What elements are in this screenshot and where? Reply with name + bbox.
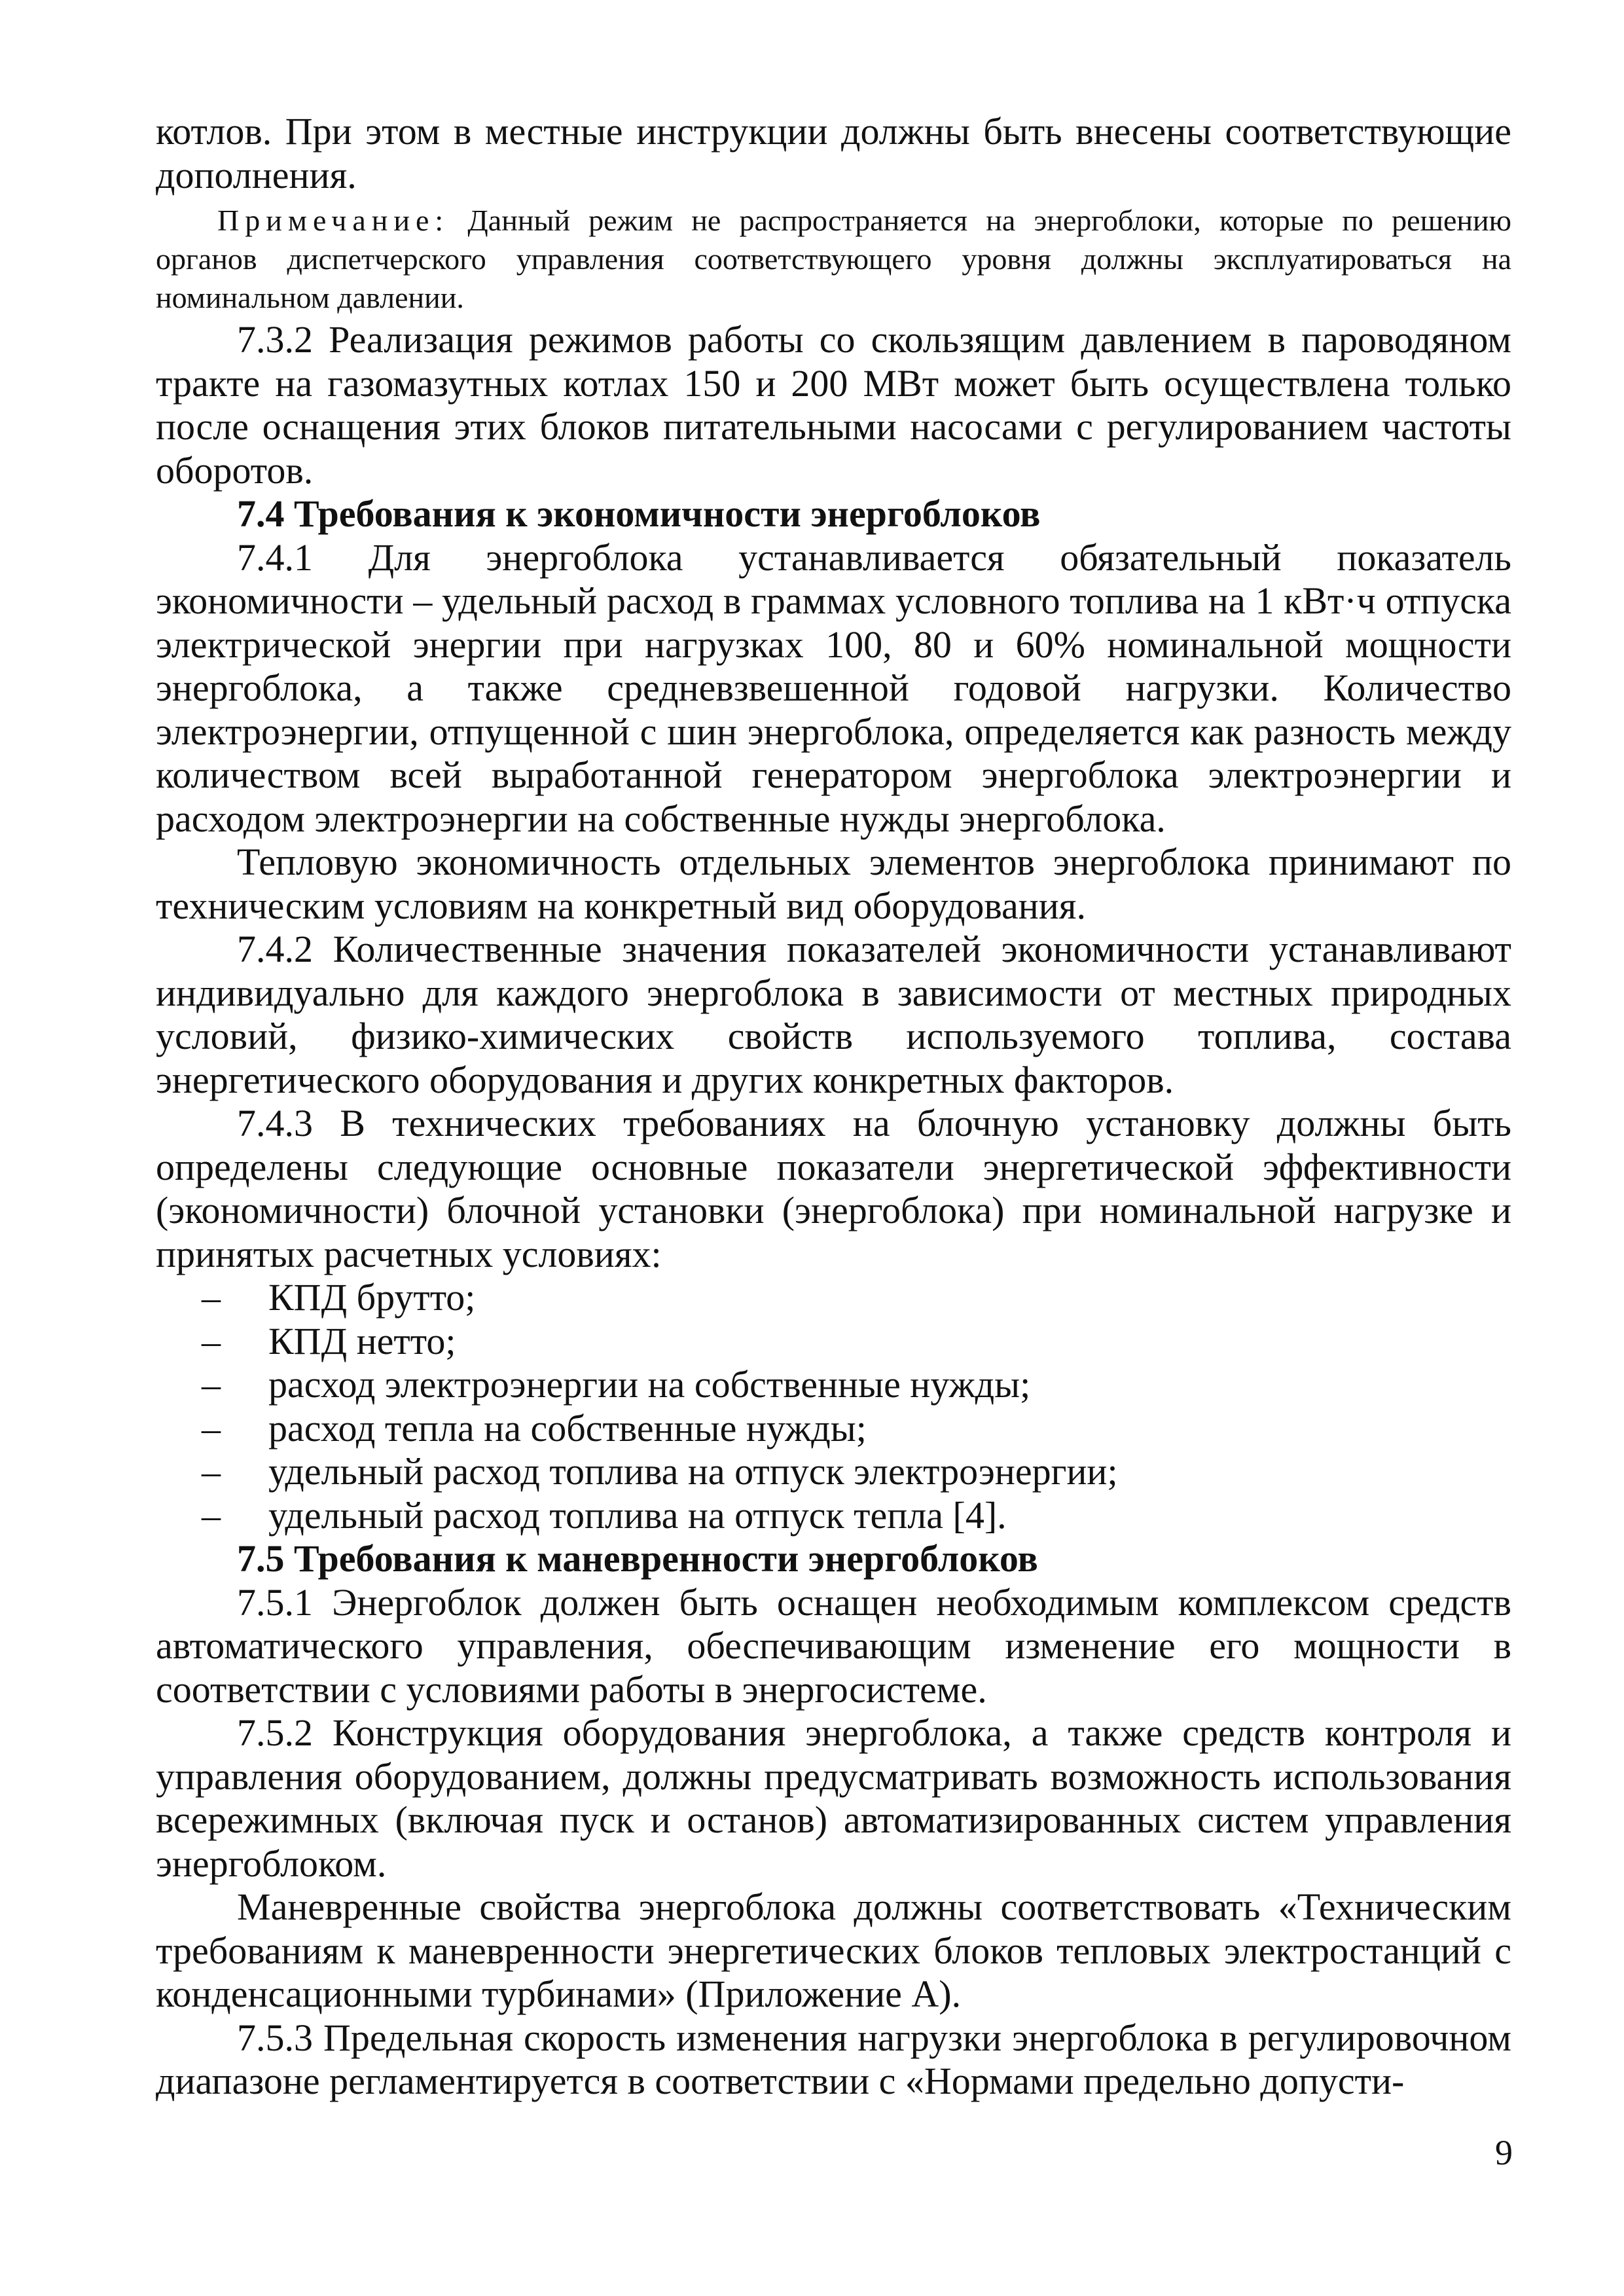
list-item: [156, 1276, 1511, 1320]
page-number: 9: [1495, 2133, 1513, 2172]
paragraph-7-5-2: 7.5.2 Конструкция оборудования энергоблока, а также средств контроля и управления оборудованием, должны предусматривать возможность использования всережимных (включая пуск и останов) автоматизированных систем управления энергоблоком.: [156, 1711, 1511, 1885]
dash-marker: –: [202, 1276, 221, 1319]
note-label: Примечание:: [217, 204, 450, 237]
paragraph-7-3-2: 7.3.2 Реализация режимов работы со скользящим давлением в пароводяном тракте на газомазутных котлах 150 и 200 МВт может быть осуществлена только после оснащения этих блоков питательными насосами с регулированием частоты оборотов.: [156, 318, 1511, 492]
list-item-text: расход тепла на собственные нужды;: [268, 1406, 867, 1449]
dash-marker: –: [202, 1363, 221, 1406]
paragraph-maneuverability: Маневренные свойства энергоблока должны соответствовать «Техническим требованиям к маневренности энергетических блоков тепловых электростанций с конденсационными турбинами» (Приложение А).: [156, 1886, 1511, 2015]
list-item-text: расход электроэнергии на собственные нужды;: [268, 1363, 1031, 1406]
section-heading-7-5: 7.5 Требования к маневренности энергоблоков: [237, 1537, 1038, 1580]
list-item: [156, 1407, 1511, 1451]
list-item: [156, 1494, 1511, 1538]
paragraph-7-5-1: 7.5.1 Энергоблок должен быть оснащен необходимым комплексом средств автоматического управления, обеспечивающим изменение его мощности в соответствии с условиями работы в энергосистеме.: [156, 1580, 1511, 1711]
document-page: [156, 110, 1511, 2104]
section-heading-7-4: 7.4 Требования к экономичности энергоблоков: [237, 492, 1041, 535]
continuation-paragraph: котлов. При этом в местные инструкции должны быть внесены соответствующие дополнения.: [156, 110, 1511, 196]
list-item: [156, 1363, 1511, 1407]
list-item-text: удельный расход топлива на отпуск электроэнергии;: [268, 1450, 1118, 1493]
paragraph-7-4-2: 7.4.2 Количественные значения показателей экономичности устанавливают индивидуально для каждого энергоблока в зависимости от местных природных условий, физико-химических свойств используемого топлива, состава энергетического оборудования и других конкретных факторов.: [156, 928, 1511, 1101]
dash-marker: –: [202, 1406, 221, 1449]
dash-marker: –: [202, 1450, 221, 1493]
list-item: [156, 1320, 1511, 1364]
paragraph-7-4-3: 7.4.3 В технических требованиях на блочную установку должны быть определены следующие основные показатели энергетической эффективности (экономичности) блочной установки (энергоблока) при номинальной нагрузке и принятых расчетных условиях:: [156, 1102, 1511, 1275]
dash-marker: –: [202, 1319, 221, 1362]
note-paragraph: [156, 201, 1511, 317]
list-item-text: КПД брутто;: [268, 1276, 476, 1319]
list-item: [156, 1450, 1511, 1494]
note-text: Данный режим не распространяется на энергоблоки, которые по решению органов диспетчерского управления соответствующего уровня должны эксплуатироваться на номинальном давлении.: [156, 204, 1512, 314]
paragraph-thermal-efficiency: Тепловую экономичность отдельных элементов энергоблока принимают по техническим условиям на конкретный вид оборудования.: [156, 841, 1511, 927]
list-item-text: КПД нетто;: [268, 1319, 456, 1362]
dash-marker: –: [202, 1493, 221, 1537]
list-item-text: удельный расход топлива на отпуск тепла [4].: [268, 1493, 1007, 1537]
paragraph-7-5-3: 7.5.3 Предельная скорость изменения нагрузки энергоблока в регулировочном диапазоне регламентируется в соответствии с «Нормами предельно допусти-: [156, 2016, 1511, 2102]
paragraph-7-4-1: 7.4.1 Для энергоблока устанавливается обязательный показатель экономичности – удельный расход в граммах условного топлива на 1 кВт·ч отпуска электрической энергии при нагрузках 100, 80 и 60% номинальной мощности энергоблока, а также средневзвешенной годовой нагрузки. Количество электроэнергии, отпущенной с шин энергоблока, определяется как разность между количеством всей выработанной генератором энергоблока электроэнергии и расходом электроэнергии на собственные нужды энергоблока.: [156, 536, 1511, 840]
indicators-list: [156, 1276, 1511, 1537]
